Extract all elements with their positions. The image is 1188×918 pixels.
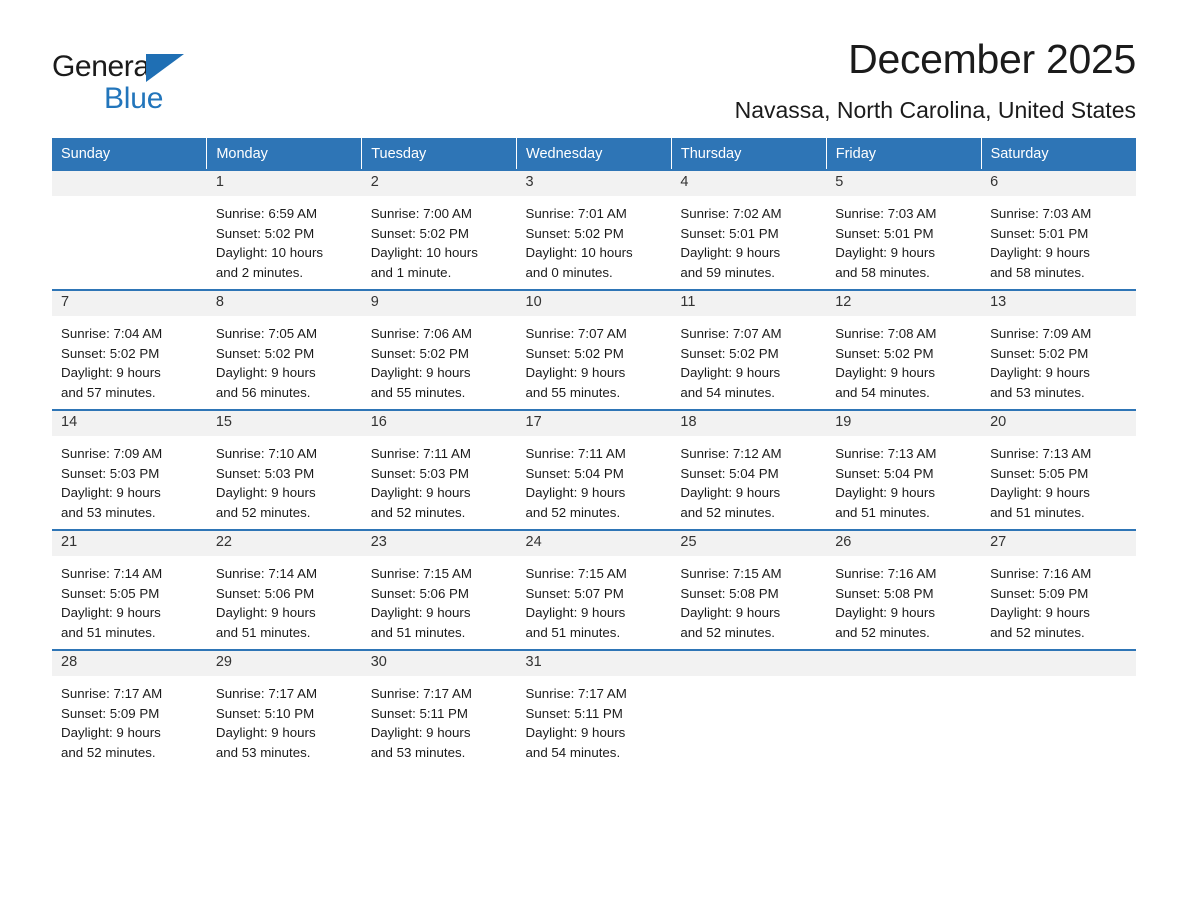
day-detail-line: Sunset: 5:01 PM [990,225,1089,241]
day-number: 20 [981,411,1136,436]
day-details [207,436,362,522]
day-number: 18 [671,411,826,436]
day-details [826,556,981,642]
day-detail-line: Daylight: 9 hours [990,245,1090,261]
calendar-cell-day-3 [517,170,672,290]
day-detail-line: Sunrise: 7:16 AM [835,566,937,581]
day-detail-line: Daylight: 9 hours [990,365,1090,381]
calendar-cell-day-14 [52,410,207,530]
day-number [981,651,1136,676]
day-detail-line: and 51 minutes. [990,504,1085,520]
day-details [52,676,207,762]
brand-name-general: General [52,50,156,83]
day-detail-line: Sunrise: 7:04 AM [61,326,163,341]
day-detail-line: Daylight: 9 hours [370,365,471,381]
calendar-cell-day-15 [207,410,362,530]
day-details [517,436,672,522]
day-detail-line: Sunset: 5:01 PM [680,225,779,241]
day-detail-line: Sunset: 5:04 PM [835,465,934,481]
day-detail-line: Sunset: 5:11 PM [525,705,623,721]
day-details [517,556,672,642]
calendar-cell-empty [826,650,981,769]
calendar-cell-day-1 [207,170,362,290]
day-detail-line: and 58 minutes. [835,264,930,280]
day-detail-line: Sunrise: 7:12 AM [680,446,782,461]
calendar-cell-day-10 [517,290,672,410]
day-number: 11 [671,291,826,316]
day-details [52,316,207,402]
day-detail-line: Sunset: 5:05 PM [990,465,1089,481]
day-number: 14 [52,411,207,436]
day-details [52,436,207,522]
day-detail-line: Sunset: 5:09 PM [61,705,160,721]
day-detail-line: and 53 minutes. [215,744,311,760]
day-detail-line: Sunrise: 7:10 AM [215,446,318,461]
day-number: 7 [52,291,207,316]
day-detail-line: Daylight: 9 hours [370,605,471,621]
day-details [517,316,672,402]
day-detail-line: and 53 minutes. [61,504,156,520]
weekday-header-tuesday: Tuesday [362,138,517,170]
day-detail-line: and 54 minutes. [835,384,930,400]
day-detail-line: and 52 minutes. [835,624,930,640]
brand-name-blue: Blue [104,82,164,115]
calendar-cell-day-9 [362,290,517,410]
day-detail-line: Sunrise: 7:17 AM [525,686,627,701]
day-detail-line: and 51 minutes. [61,624,156,640]
calendar-cell-day-8 [207,290,362,410]
day-detail-line: and 51 minutes. [215,624,311,640]
day-number: 5 [826,171,981,196]
calendar-cell-empty [981,650,1136,769]
day-detail-line: Sunrise: 7:15 AM [525,566,627,581]
day-detail-line: Sunrise: 7:17 AM [215,686,318,701]
day-details [362,556,517,642]
day-details [981,556,1136,642]
calendar-cell-day-20 [981,410,1136,530]
day-details [826,316,981,402]
day-detail-line: Daylight: 10 hours [370,245,478,261]
day-detail-line: Sunset: 5:11 PM [370,705,469,721]
day-number: 2 [362,171,517,196]
calendar-cell-day-26 [826,530,981,650]
day-number: 24 [517,531,672,556]
day-detail-line: Sunset: 5:02 PM [370,345,469,361]
day-detail-line: Sunset: 5:04 PM [525,465,624,481]
day-detail-line: Sunrise: 7:13 AM [835,446,937,461]
day-details [981,196,1136,282]
day-number: 4 [671,171,826,196]
day-number: 19 [826,411,981,436]
day-detail-line: Sunrise: 7:02 AM [680,206,782,221]
calendar-cell-day-25 [671,530,826,650]
day-detail-line: Daylight: 9 hours [525,485,626,501]
title-block [282,38,1136,124]
calendar-cell-day-6 [981,170,1136,290]
day-detail-line: and 52 minutes. [215,504,311,520]
day-detail-line: Daylight: 9 hours [61,605,161,621]
day-detail-line: Sunrise: 7:13 AM [990,446,1092,461]
day-detail-line: Sunrise: 7:15 AM [370,566,472,581]
calendar-cell-day-30 [362,650,517,769]
day-detail-line: Sunset: 5:03 PM [370,465,469,481]
day-number: 9 [362,291,517,316]
day-details [362,436,517,522]
day-details [362,196,517,282]
day-number: 6 [981,171,1136,196]
day-detail-line: Sunrise: 7:06 AM [370,326,472,341]
day-detail-line: Daylight: 9 hours [61,365,161,381]
calendar-cell-day-22 [207,530,362,650]
calendar-cell-day-4 [671,170,826,290]
day-number: 31 [517,651,672,676]
day-detail-line: Sunset: 5:02 PM [680,345,779,361]
day-detail-line: Sunset: 5:02 PM [525,225,624,241]
calendar-header-row [52,138,1136,170]
day-detail-line: Sunset: 5:02 PM [215,225,315,241]
day-number: 23 [362,531,517,556]
day-details [981,436,1136,522]
day-number: 13 [981,291,1136,316]
day-detail-line: and 53 minutes. [370,744,466,760]
day-detail-line: Daylight: 9 hours [370,725,471,741]
calendar-cell-day-18 [671,410,826,530]
day-detail-line: and 58 minutes. [990,264,1085,280]
day-detail-line: and 55 minutes. [370,384,466,400]
day-number: 12 [826,291,981,316]
calendar-week-row [52,410,1136,530]
day-detail-line: Daylight: 9 hours [835,485,935,501]
day-number [671,651,826,676]
day-detail-line: Daylight: 9 hours [835,245,935,261]
day-detail-line: and 0 minutes. [525,264,613,280]
day-detail-line: and 54 minutes. [680,384,775,400]
calendar-cell-day-13 [981,290,1136,410]
day-detail-line: and 52 minutes. [370,504,466,520]
weekday-header-monday: Monday [207,138,362,170]
day-detail-line: Sunset: 5:09 PM [990,585,1089,601]
day-detail-line: and 51 minutes. [525,624,621,640]
day-detail-line: Sunset: 5:08 PM [680,585,779,601]
day-detail-line: Daylight: 9 hours [990,485,1090,501]
day-detail-line: Daylight: 9 hours [61,725,161,741]
day-details [517,676,672,762]
day-detail-line: Sunrise: 7:17 AM [61,686,163,701]
day-detail-line: Sunrise: 7:11 AM [525,446,626,461]
calendar-cell-empty [52,170,207,290]
day-detail-line: Daylight: 9 hours [525,605,626,621]
day-number: 30 [362,651,517,676]
calendar-cell-day-29 [207,650,362,769]
day-detail-line: Daylight: 9 hours [370,485,471,501]
calendar-cell-day-12 [826,290,981,410]
day-detail-line: and 52 minutes. [680,624,775,640]
page-subtitle: Navassa, North Carolina, United States [734,97,1136,124]
calendar-cell-day-24 [517,530,672,650]
calendar-cell-day-16 [362,410,517,530]
calendar-week-row [52,530,1136,650]
day-details [826,196,981,282]
day-number: 1 [207,171,362,196]
weekday-header-wednesday: Wednesday [517,138,672,170]
day-detail-line: Daylight: 10 hours [215,245,324,261]
day-detail-line: and 1 minute. [370,264,452,280]
day-detail-line: Daylight: 9 hours [680,245,781,261]
day-detail-line: Sunset: 5:02 PM [215,345,315,361]
day-detail-line: Sunset: 5:07 PM [525,585,624,601]
day-detail-line: and 51 minutes. [835,504,930,520]
day-detail-line: Sunset: 5:02 PM [61,345,160,361]
calendar-cell-day-17 [517,410,672,530]
day-detail-line: Sunset: 5:08 PM [835,585,934,601]
weekday-header-friday: Friday [826,138,981,170]
day-detail-line: and 54 minutes. [525,744,621,760]
day-detail-line: Daylight: 9 hours [215,605,316,621]
calendar-cell-day-7 [52,290,207,410]
day-detail-line: Sunrise: 7:03 AM [990,206,1092,221]
day-number: 29 [207,651,362,676]
calendar-cell-day-31 [517,650,672,769]
day-detail-line: Sunset: 5:01 PM [835,225,934,241]
day-details [207,676,362,762]
calendar-cell-day-23 [362,530,517,650]
day-details [207,556,362,642]
day-details [826,436,981,522]
day-detail-line: Sunset: 5:02 PM [835,345,934,361]
day-details [517,196,672,282]
calendar-week-row [52,170,1136,290]
day-detail-line: Daylight: 9 hours [215,725,316,741]
day-number: 17 [517,411,672,436]
day-detail-line: Sunrise: 7:05 AM [215,326,318,341]
day-number: 28 [52,651,207,676]
day-detail-line: and 2 minutes. [215,264,304,280]
calendar-cell-day-28 [52,650,207,769]
day-detail-line: Sunset: 5:02 PM [525,345,624,361]
day-detail-line: and 52 minutes. [680,504,775,520]
day-detail-line: Sunset: 5:02 PM [370,225,469,241]
day-detail-line: Sunrise: 7:11 AM [370,446,471,461]
day-detail-line: Daylight: 9 hours [835,365,935,381]
day-detail-line: Daylight: 9 hours [680,485,781,501]
day-detail-line: Daylight: 9 hours [61,485,161,501]
day-detail-line: Sunrise: 7:15 AM [680,566,782,581]
day-detail-line: and 55 minutes. [525,384,621,400]
day-details [671,196,826,282]
calendar-week-row [52,650,1136,769]
calendar-week-row [52,290,1136,410]
day-number: 16 [362,411,517,436]
day-detail-line: Sunrise: 7:14 AM [215,566,318,581]
day-detail-line: and 53 minutes. [990,384,1085,400]
page-title: December 2025 [848,36,1136,82]
calendar-body [52,170,1136,769]
day-detail-line: and 51 minutes. [370,624,466,640]
day-detail-line: Sunrise: 6:59 AM [215,206,318,221]
day-detail-line: and 52 minutes. [525,504,621,520]
day-detail-line: Sunrise: 7:03 AM [835,206,937,221]
day-detail-line: Sunset: 5:04 PM [680,465,779,481]
day-detail-line: Sunrise: 7:07 AM [525,326,627,341]
day-detail-line: Daylight: 9 hours [680,365,781,381]
day-detail-line: Daylight: 9 hours [990,605,1090,621]
day-detail-line: and 52 minutes. [990,624,1085,640]
weekday-header-sunday: Sunday [52,138,207,170]
day-detail-line: Sunrise: 7:17 AM [370,686,472,701]
day-number: 25 [671,531,826,556]
calendar-cell-day-11 [671,290,826,410]
triangle-flag-icon [146,54,184,82]
calendar-cell-empty [671,650,826,769]
day-detail-line: Daylight: 9 hours [835,605,935,621]
day-detail-line: Sunset: 5:02 PM [990,345,1089,361]
day-detail-line: Sunset: 5:05 PM [61,585,160,601]
day-number: 22 [207,531,362,556]
day-detail-line: Daylight: 9 hours [680,605,781,621]
day-detail-line: Sunset: 5:06 PM [370,585,469,601]
day-detail-line: Daylight: 9 hours [525,725,626,741]
day-detail-line: Sunset: 5:10 PM [215,705,315,721]
day-details [362,676,517,762]
day-number: 27 [981,531,1136,556]
day-details [52,556,207,642]
day-details [671,436,826,522]
day-detail-line: Sunrise: 7:01 AM [525,206,627,221]
day-detail-line: and 52 minutes. [61,744,156,760]
weekday-header-saturday: Saturday [981,138,1136,170]
day-detail-line: Daylight: 10 hours [525,245,633,261]
calendar-cell-day-27 [981,530,1136,650]
day-number: 21 [52,531,207,556]
day-detail-line: Daylight: 9 hours [525,365,626,381]
calendar-cell-day-2 [362,170,517,290]
day-detail-line: Sunset: 5:03 PM [61,465,160,481]
day-detail-line: Sunrise: 7:09 AM [990,326,1092,341]
day-number: 26 [826,531,981,556]
day-details [207,316,362,402]
day-number: 8 [207,291,362,316]
day-detail-line: and 56 minutes. [215,384,311,400]
day-detail-line: and 59 minutes. [680,264,775,280]
day-number: 3 [517,171,672,196]
day-detail-line: Daylight: 9 hours [215,485,316,501]
day-details [981,316,1136,402]
calendar-cell-day-5 [826,170,981,290]
weekday-header-thursday: Thursday [671,138,826,170]
day-number: 10 [517,291,672,316]
day-number [52,171,207,196]
day-details [362,316,517,402]
day-detail-line: Sunrise: 7:14 AM [61,566,163,581]
page-header [52,38,1136,124]
day-detail-line: Sunrise: 7:09 AM [61,446,163,461]
day-detail-line: Sunrise: 7:07 AM [680,326,782,341]
day-detail-line: Daylight: 9 hours [215,365,316,381]
day-detail-line: Sunrise: 7:16 AM [990,566,1092,581]
brand-logo [52,38,282,114]
day-detail-line: Sunset: 5:03 PM [215,465,315,481]
day-details [207,196,362,282]
day-detail-line: Sunset: 5:06 PM [215,585,315,601]
day-detail-line: Sunrise: 7:08 AM [835,326,937,341]
day-number: 15 [207,411,362,436]
day-details [671,556,826,642]
day-detail-line: and 57 minutes. [61,384,156,400]
day-details [671,316,826,402]
day-number [826,651,981,676]
calendar-cell-day-19 [826,410,981,530]
calendar-cell-day-21 [52,530,207,650]
calendar-table [52,138,1136,769]
day-detail-line: Sunrise: 7:00 AM [370,206,472,221]
